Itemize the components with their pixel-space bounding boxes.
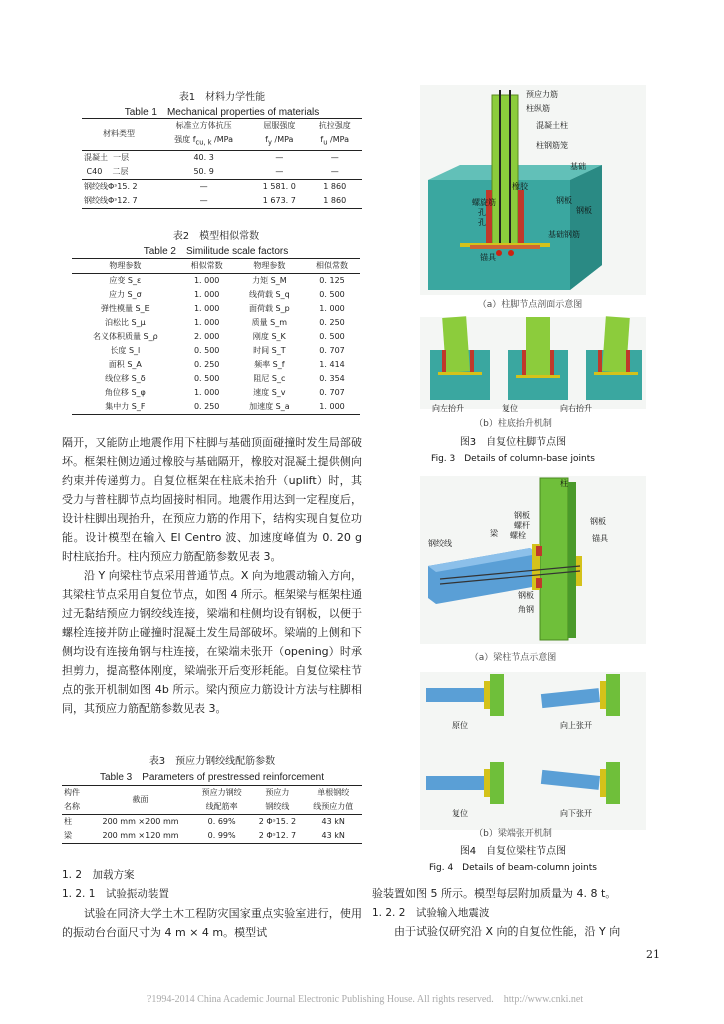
anchor (508, 250, 514, 256)
table2 (72, 258, 360, 415)
fig4-caption-en: Fig. 4 Details of beam-column joints (429, 863, 597, 873)
table1-header: 抗拉强度 (318, 121, 351, 130)
fig3a-label: 柱钢筋笼 (536, 141, 568, 150)
table3-title-en: Table 3 Parameters of prestressed reinforcement (100, 772, 324, 783)
fig3b-label: 复位 (502, 404, 518, 413)
table-row: 角位移 S_φ 1. 000 速度 S_v 0. 707 (104, 388, 345, 397)
table-row: C40 二层 50. 9 — — (82, 165, 362, 180)
table-row: 名义体积质量 S_ρ 2. 000 刚度 S_K 0. 500 (93, 332, 345, 341)
fig3b-subcaption: （b）柱底抬升机制 (474, 419, 552, 429)
table3-header: 预应力 (265, 788, 290, 797)
fig3b-label: 向左抬升 (432, 404, 464, 413)
table3-title-cn: 表3 预应力钢绞线配筋参数 (148, 756, 276, 767)
fig3a-label: 预应力筋 (526, 90, 558, 99)
table2-header: 物理参数 (109, 261, 142, 270)
table1-header-unit: $f_u$ /MPa (320, 135, 349, 147)
table3-header: 预应力钢绞 (201, 788, 242, 797)
fig3a-label: 柱纵筋 (526, 104, 550, 113)
table1 (82, 118, 362, 209)
fig3b-column (442, 316, 470, 373)
table3-header: 线配筋率 (205, 802, 238, 811)
fig4a-label: 角钢 (518, 605, 534, 614)
foundation-rebar (470, 245, 540, 249)
table-row: 柱 200 mm ×200 mm 0. 69% 2 Φˢ15. 2 43 kN (64, 817, 345, 826)
section-heading: 1. 2 加载方案 (62, 869, 135, 881)
table-row: 面积 S_A 0. 250 频率 S_f 1. 414 (108, 360, 345, 369)
table1-header-material: 材料类型 (103, 129, 135, 139)
table1-header: 屈服强度 (263, 121, 296, 130)
fig3-caption-cn: 图3 自复位柱脚节点图 (459, 437, 567, 448)
subsection-heading: 1. 2. 1 试验振动装置 (62, 888, 169, 900)
table3-header: 线预应力值 (313, 802, 354, 811)
fig3a-label: 钢板 (576, 206, 592, 215)
fig4a-label: 钢板 (514, 511, 530, 520)
fig3b-column (602, 316, 630, 373)
fig4-column (540, 478, 568, 640)
fig4b-label: 复位 (452, 809, 468, 818)
fig3a-label: 钢板 (556, 196, 572, 205)
fig3a-label: 孔 (478, 218, 486, 227)
table1-header-unit: $f_y$ /MPa (265, 135, 294, 147)
fig4-caption-cn: 图4 自复位梁柱节点图 (459, 846, 567, 857)
table-row: 应变 S_ε 1. 000 力矩 S_M 0. 125 (109, 276, 345, 285)
fig4b-label: 向下张开 (560, 809, 592, 818)
anchor (496, 250, 502, 256)
paragraph: 验装置如图 5 所示。模型每层附加质量为 4. 8 t。 (372, 887, 617, 900)
fig3b-label: 向右抬升 (560, 404, 592, 413)
table3-header: 截面 (132, 795, 149, 804)
table3-header: 构件 (64, 788, 80, 797)
table1-title-cn: 表1 材料力学性能 (178, 92, 266, 103)
table3-header: 单根钢绞 (317, 788, 350, 797)
body-text (372, 922, 662, 941)
table-row: 集中力 S_F 0. 250 加速度 S_a 1. 000 (72, 400, 360, 415)
fig4a-label: 梁 (490, 529, 498, 538)
table1-header-unit: 强度 $f_{cu, k}$ /MPa (174, 135, 234, 147)
fig4a-label: 钢绞线 (428, 539, 452, 548)
fig4a-label: 锚具 (592, 534, 608, 543)
table-row: 泊松比 S_μ 1. 000 质量 S_m 0. 250 (105, 318, 345, 327)
table-row: 钢绞线Φˢ15. 2 — 1 581. 0 1 860 (84, 181, 347, 191)
table3-header: 名称 (64, 802, 80, 811)
table2-title-cn: 表2 模型相似常数 (172, 231, 260, 242)
column (492, 95, 518, 245)
table1-title-en: Table 1 Mechanical properties of materials (124, 107, 320, 118)
fig3a-label: 基础钢筋 (548, 230, 580, 239)
fig4b-label: 原位 (452, 721, 468, 730)
fig3a-label: 基础 (570, 162, 586, 171)
table-row: 应力 S_σ 1. 000 线荷载 S_q 0. 500 (109, 290, 345, 299)
fig3b-column (526, 317, 550, 375)
table1-header: 标准立方体抗压 (175, 121, 232, 130)
fig4a-label: 柱 (560, 479, 568, 488)
fig4b-subcaption: （b）梁端张开机制 (474, 829, 552, 839)
fig3a-label: 螺旋筋 (472, 198, 496, 207)
table2-header: 相似常数 (190, 261, 223, 270)
table-row: 弹性模量 S_E 1. 000 面荷载 S_p 1. 000 (101, 304, 345, 313)
paragraph: 由于试验仅研究沿 X 向的自复位性能，沿 Y 向 (394, 925, 621, 938)
figure-3 (380, 85, 660, 475)
page-number: 21 (646, 948, 660, 961)
fig3a-label: 橡胶 (512, 182, 528, 191)
table3-header: 钢绞线 (265, 802, 290, 811)
table-row: 线位移 S_δ 0. 500 阻尼 S_c 0. 354 (105, 374, 345, 383)
body-text (62, 433, 362, 718)
fig3a-label: 孔 (478, 208, 486, 217)
fig4-column-side (568, 482, 576, 638)
fig3a-label: 锚具 (480, 253, 496, 262)
rubber-right (518, 190, 524, 245)
table-row: 梁 200 mm ×120 mm 0. 99% 2 Φˢ12. 7 43 kN (62, 829, 362, 844)
fig3-caption-en: Fig. 3 Details of column-base joints (431, 454, 595, 464)
table2-title-en: Table 2 Similitude scale factors (143, 246, 289, 257)
fig4a-label: 钢板 (590, 517, 606, 526)
table2-header: 相似常数 (316, 261, 349, 270)
fig4a-label: 螺栓 (510, 531, 526, 540)
table-row: 长度 S_l 0. 500 时间 S_T 0. 707 (110, 346, 345, 355)
table3 (62, 785, 362, 844)
fig4b-label: 向上张开 (560, 721, 592, 730)
paragraph: 沿 Y 向梁柱节点采用普通节点。X 向为地震动输入方向，其梁柱节点采用自复位节点，如图 4 所示。框架梁与框架柱通过无黏结预应力钢绞线连接，梁端和柱侧均设有钢板，以便于螺栓连接并防止碰撞时混凝土发生局部破坏。梁端的上侧和下侧均设有连接角钢与柱连接，在梁端未张开（opening）时承担剪力，提高整体刚度，梁端张开后变形耗能。自复位梁柱节点的张开机制如图 4b 所示。梁内预应力筋设计方法与柱脚相同，其预应力筋配筋参数见表 3。 (62, 569, 362, 715)
fig3b-panels (420, 316, 646, 409)
footer: ?1994-2014 China Academic Journal Electronic Publishing House. All rights reserved. http://www.cnki.net (146, 994, 584, 1005)
body-text (62, 904, 362, 942)
paragraph: 试验在同济大学土木工程防灾国家重点实验室进行，使用的振动台台面尺寸为 4 m × 4 m。模型试 (62, 907, 362, 939)
fig3a-subcaption: （a）柱脚节点剖面示意图 (477, 300, 583, 310)
subsection-heading: 1. 2. 2 试验输入地震波 (372, 907, 490, 919)
fig4a-subcaption: （a）梁柱节点示意图 (469, 653, 557, 663)
paragraph: 隔开，又能防止地震作用下柱脚与基础顶面碰撞时发生局部破坏。框架柱侧边通过橡胶与基础隔开，橡胶对混凝土提供侧向约束并传递剪力。自复位框架在柱底未抬升（uplift）时，其受力与普柱脚节点均固接时相同。地震作用达到一定程度后，设计柱脚出现抬升，在预应力筋的作用下，结构实现自复位功能。设计模型在输入 El Centro 波、加速度峰值为 0. 20 g 时柱底抬升。柱内预应力筋配筋参数见表 3。 (62, 436, 362, 563)
table-row: 混凝土 一层 40. 3 — — (84, 152, 339, 162)
fig4a-label: 螺杆 (514, 521, 530, 530)
table2-header: 物理参数 (253, 261, 286, 270)
figure-4 (380, 476, 660, 876)
body-text (372, 884, 662, 903)
fig4a-label: 钢板 (518, 591, 534, 600)
table-row: 钢绞线Φˢ12. 7 — 1 673. 7 1 860 (82, 194, 362, 209)
fig3a-label: 混凝土柱 (536, 121, 568, 130)
